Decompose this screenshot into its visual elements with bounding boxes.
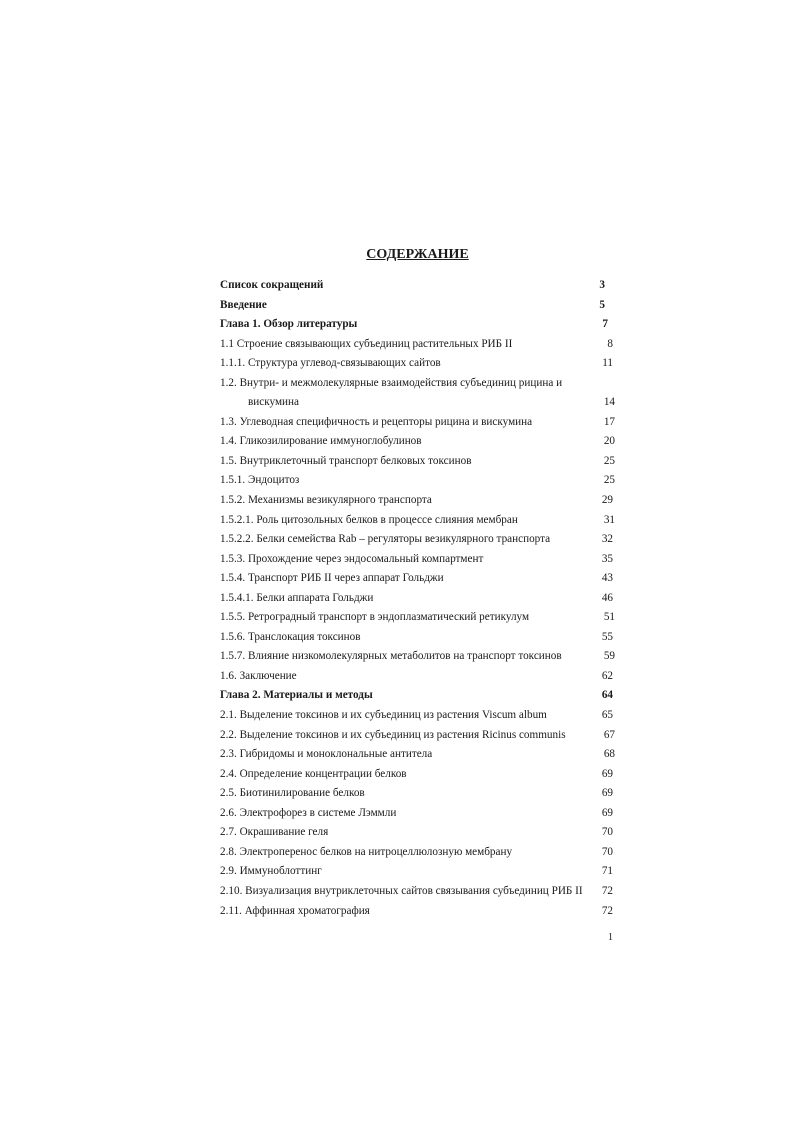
toc-entry-page: 69 — [601, 767, 613, 780]
toc-entry — [220, 765, 620, 785]
toc-entry-title: 2.5. Биотинилирование белков — [220, 787, 365, 800]
toc-entry-page: 31 — [603, 513, 615, 526]
toc-entry-title: 1.1.1. Структура углевод-связывающих сайтов — [220, 357, 441, 370]
page-number: 1 — [608, 932, 613, 943]
toc-entry-page: 8 — [607, 337, 613, 350]
toc-entry-title: 1.5.1. Эндоцитоз — [220, 474, 300, 487]
toc-entry-title: 2.3. Гибридомы и моноклональные антитела — [220, 748, 433, 761]
toc-entry — [220, 862, 620, 882]
toc-entry-title: 2.10. Визуализация внутриклеточных сайтов связывания субъединиц РИБ II — [220, 884, 583, 897]
toc-entry-page: 69 — [601, 806, 613, 819]
toc-entry-title: 1.5.2.2. Белки семейства Rab – регуляторы везикулярного транспорта — [220, 533, 551, 546]
toc-entry — [220, 569, 620, 589]
toc-entry — [220, 315, 620, 335]
toc-entry-page: 62 — [601, 669, 613, 682]
toc-entry-title: 2.6. Электрофорез в системе Лэммли — [220, 806, 397, 819]
toc-entry-title: вискумина — [248, 396, 299, 409]
toc-entry-title: 1.5.3. Прохождение через эндосомальный компартмент — [220, 552, 484, 565]
toc-entry-title: Глава 1. Обзор литературы — [220, 318, 358, 331]
toc-entry-title: 1.5.2. Механизмы везикулярного транспорта — [220, 494, 432, 507]
toc-entry — [220, 335, 620, 355]
toc-entry-page: 32 — [601, 533, 613, 546]
toc-entry-page: 20 — [603, 435, 615, 448]
toc-entry — [220, 686, 620, 706]
toc-entry-page: 65 — [601, 709, 613, 722]
toc-entry — [220, 393, 620, 413]
toc-entry-page: 68 — [603, 748, 615, 761]
toc-entry-page: 55 — [601, 630, 613, 643]
toc-entry-title: 1.5.4.1. Белки аппарата Гольджи — [220, 591, 374, 604]
toc-entry-page: 72 — [601, 884, 613, 897]
toc-entry — [220, 608, 620, 628]
toc-entry-page: 11 — [602, 357, 613, 370]
table-of-contents — [220, 276, 620, 921]
toc-entry — [220, 726, 620, 746]
toc-entry-page: 51 — [603, 611, 615, 624]
toc-entry — [220, 491, 620, 511]
toc-entry-page: 64 — [601, 689, 613, 702]
toc-entry-title: Введение — [220, 298, 267, 311]
toc-entry-title: 1.5.6. Транслокация токсинов — [220, 630, 361, 643]
toc-entry — [220, 530, 620, 550]
toc-entry — [220, 589, 620, 609]
toc-entry — [220, 706, 620, 726]
toc-entry — [220, 667, 620, 687]
toc-entry-title: 1.5.4. Транспорт РИБ II через аппарат Гольджи — [220, 572, 444, 585]
toc-entry-title: 1.1 Строение связывающих субъединиц растительных РИБ II — [220, 337, 513, 350]
toc-entry-title: 1.5.5. Ретроградный транспорт в эндоплазматический ретикулум — [220, 611, 530, 624]
toc-entry — [220, 647, 620, 667]
toc-entry — [220, 452, 620, 472]
toc-entry-page: 59 — [603, 650, 615, 663]
toc-entry — [220, 745, 620, 765]
toc-entry-title: 1.6. Заключение — [220, 669, 297, 682]
toc-entry-page: 5 — [599, 298, 605, 311]
toc-entry — [220, 413, 620, 433]
toc-entry-title: 2.2. Выделение токсинов и их субъединиц из растения Ricinus communis — [220, 728, 566, 741]
toc-entry-page: 71 — [601, 865, 613, 878]
page-title: СОДЕРЖАНИЕ — [366, 247, 469, 262]
toc-entry — [220, 374, 620, 394]
toc-entry-page: 35 — [601, 552, 613, 565]
toc-entry-title: 1.5.7. Влияние низкомолекулярных метаболитов на транспорт токсинов — [220, 650, 562, 663]
toc-entry-title: 1.2. Внутри- и межмолекулярные взаимодействия субъединиц рицина и — [220, 376, 563, 389]
toc-entry-page: 72 — [601, 904, 613, 917]
toc-entry-title: 2.4. Определение концентрации белков — [220, 767, 407, 780]
toc-entry — [220, 823, 620, 843]
toc-entry-page: 46 — [601, 591, 613, 604]
toc-entry — [220, 471, 620, 491]
toc-entry-page: 67 — [603, 728, 615, 741]
toc-entry-page: 29 — [601, 494, 613, 507]
toc-entry — [220, 784, 620, 804]
toc-entry-title: 2.9. Иммуноблоттинг — [220, 865, 322, 878]
toc-entry-title: Список сокращений — [220, 279, 324, 291]
toc-entry-title: 1.5.2.1. Роль цитозольных белков в процессе слияния мембран — [220, 513, 518, 526]
toc-entry — [220, 550, 620, 570]
toc-entry-title: Глава 2. Материалы и методы — [220, 689, 373, 702]
toc-entry-title: 2.7. Окрашивание геля — [220, 826, 329, 839]
toc-entry — [220, 354, 620, 374]
toc-entry-title: 1.3. Углеводная специфичность и рецепторы рицина и вискумина — [220, 415, 533, 428]
toc-entry-page: 25 — [603, 454, 615, 467]
toc-entry-title: 2.8. Электроперенос белков на нитроцеллюлозную мембрану — [220, 845, 513, 858]
toc-entry-title: 1.4. Гликозилирование иммуноглобулинов — [220, 435, 422, 448]
toc-entry-page: 70 — [601, 845, 613, 858]
toc-entry-page: 70 — [601, 826, 613, 839]
toc-entry-page: 17 — [603, 415, 615, 428]
toc-entry-page: 43 — [601, 572, 613, 585]
toc-entry-page: 14 — [603, 396, 615, 409]
toc-entry — [220, 804, 620, 824]
toc-entry — [220, 628, 620, 648]
toc-entry — [220, 902, 620, 922]
toc-entry — [220, 843, 620, 863]
toc-entry — [220, 296, 620, 316]
toc-entry — [220, 432, 620, 452]
toc-entry-title: 2.1. Выделение токсинов и их субъединиц из растения Viscum album — [220, 709, 547, 722]
toc-entry-page: 25 — [603, 474, 615, 487]
toc-entry-title: 2.11. Аффинная хроматография — [220, 904, 370, 917]
toc-entry-page: 69 — [601, 787, 613, 800]
toc-entry-page: 3 — [599, 279, 605, 291]
toc-entry-title: 1.5. Внутриклеточный транспорт белковых токсинов — [220, 454, 472, 467]
toc-entry — [220, 882, 620, 902]
toc-entry — [220, 511, 620, 531]
toc-entry-page: 7 — [602, 318, 608, 331]
toc-entry — [220, 276, 620, 296]
